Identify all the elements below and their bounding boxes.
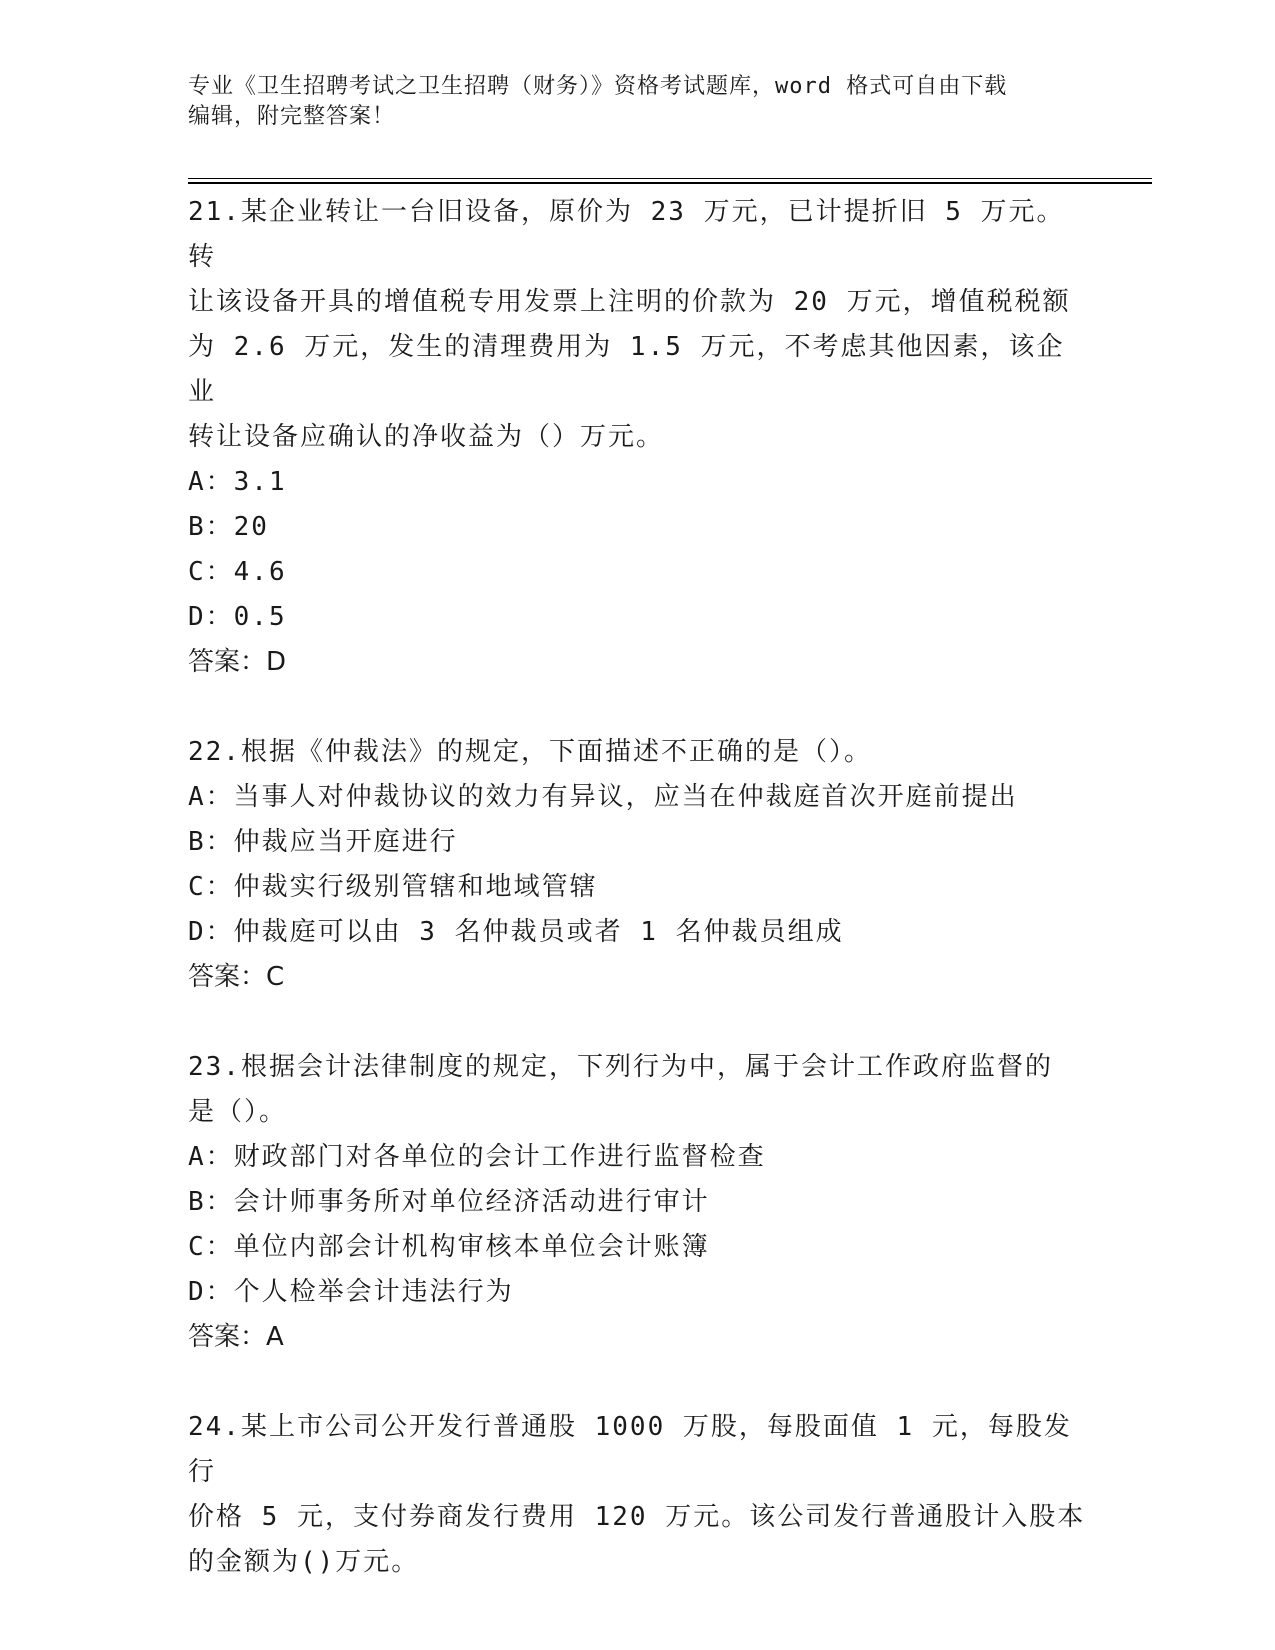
question-stem-line: 22.根据《仲裁法》的规定，下面描述不正确的是（）。 [188,737,872,767]
question-stem-line: 为 2.6 万元，发生的清理费用为 1.5 万元，不考虑其他因素，该企业 [188,332,1065,407]
question-stem-line: 21.某企业转让一台旧设备，原价为 23 万元，已计提折旧 5 万元。转 [188,197,1065,272]
header-divider-thin [188,178,1152,179]
header-line-2: 编辑，附完整答案！ [188,104,396,129]
option-c: C：单位内部会计机构审核本单位会计账簿 [188,1232,710,1262]
question-21 [188,190,1088,685]
question-stem-line: 是（）。 [188,1097,288,1127]
spacer [188,1360,1088,1405]
question-23 [188,1045,1088,1360]
header-divider-thick [188,182,1152,184]
answer: 答案：C [188,962,285,992]
option-c: C：仲裁实行级别管辖和地域管辖 [188,872,598,902]
option-a: A：财政部门对各单位的会计工作进行监督检查 [188,1142,766,1172]
spacer [188,685,1088,730]
answer: 答案：A [188,1322,284,1352]
question-stem-line: 的金额为()万元。 [188,1547,420,1577]
spacer [188,1000,1088,1045]
question-stem-line: 转让设备应确认的净收益为（）万元。 [188,422,665,452]
answer: 答案：D [188,647,287,677]
option-a: A：当事人对仲裁协议的效力有异议，应当在仲裁庭首次开庭前提出 [188,782,1018,812]
question-stem-line: 让该设备开具的增值税专用发票上注明的价款为 20 万元，增值税税额 [188,287,1071,317]
option-b: B：仲裁应当开庭进行 [188,827,458,857]
option-a: A：3.1 [188,467,287,497]
document-header [188,72,1088,132]
question-24 [188,1405,1088,1585]
option-d: D：个人检举会计违法行为 [188,1277,514,1307]
option-c: C：4.6 [188,557,287,587]
option-b: B：会计师事务所对单位经济活动进行审计 [188,1187,710,1217]
header-line-1: 专业《卫生招聘考试之卫生招聘（财务）》资格考试题库，word 格式可自由下载 [188,74,1008,99]
question-stem-line: 23.根据会计法律制度的规定，下列行为中，属于会计工作政府监督的 [188,1052,1053,1082]
option-b: B：20 [188,512,269,542]
question-22 [188,730,1088,1000]
question-list [188,190,1088,1585]
option-d: D：0.5 [188,602,287,632]
question-stem-line: 价格 5 元，支付券商发行费用 120 万元。该公司发行普通股计入股本 [188,1502,1086,1532]
question-stem-line: 24.某上市公司公开发行普通股 1000 万股，每股面值 1 元，每股发行 [188,1412,1072,1487]
option-d: D：仲裁庭可以由 3 名仲裁员或者 1 名仲裁员组成 [188,917,844,947]
